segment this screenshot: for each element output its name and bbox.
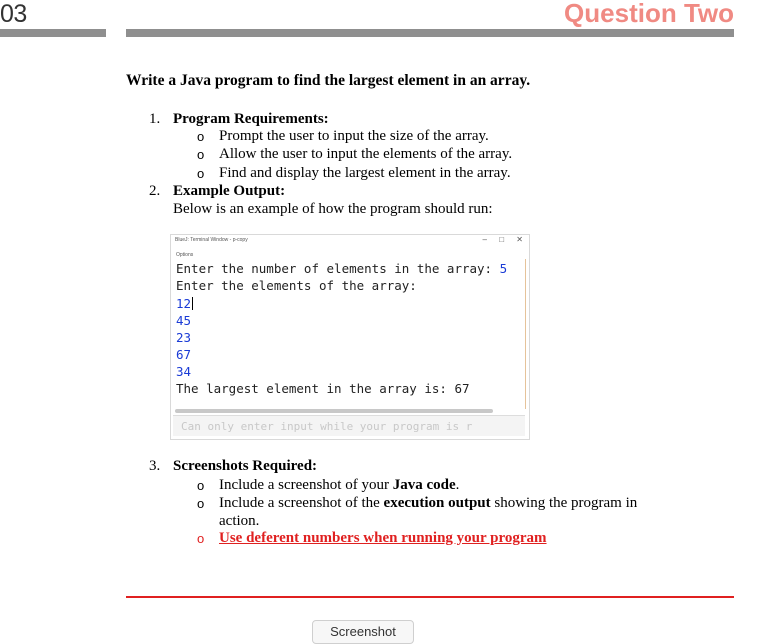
terminal-input-value: 67 xyxy=(176,347,192,362)
section-1-title: Program Requirements: xyxy=(173,111,329,127)
bullet-icon: o xyxy=(197,147,205,162)
header-rule-right xyxy=(126,29,734,37)
bullet-icon: o xyxy=(197,478,205,493)
section-1-number: 1. xyxy=(149,111,161,127)
terminal-line: The largest element in the array is: 67 xyxy=(176,381,470,396)
section-divider xyxy=(126,596,734,598)
terminal-scrollbar xyxy=(175,409,493,413)
different-numbers-link[interactable]: Use deferent numbers when running your program xyxy=(219,530,547,546)
bullet-icon: o xyxy=(197,496,205,511)
terminal-input-value: 12 xyxy=(176,296,192,311)
section-2-title: Example Output: xyxy=(173,183,286,199)
requirement-2: Allow the user to input the elements of the array. xyxy=(219,146,513,162)
question-title: Question Two xyxy=(564,0,734,28)
example-description: Below is an example of how the program should run: xyxy=(173,201,493,217)
terminal-input-value: 45 xyxy=(176,313,192,328)
minimize-icon: – xyxy=(482,235,487,244)
screenshot-req-2-continued: action. xyxy=(219,513,260,529)
bullet-icon: o xyxy=(197,166,205,181)
requirement-1: Prompt the user to input the size of the array. xyxy=(219,128,489,144)
terminal-title: BlueJ: Terminal Window - p-copy xyxy=(175,237,248,243)
screenshot-req-1: Include a screenshot of your Java code. xyxy=(219,477,460,493)
terminal-line: Enter the number of elements in the array: 5 xyxy=(176,261,508,276)
screenshot-req-2: Include a screenshot of the execution output showing the program in xyxy=(219,495,638,511)
terminal-input-field: Can only enter input while your program is r xyxy=(173,415,525,436)
screenshot-button[interactable]: Screenshot xyxy=(312,620,414,644)
close-icon: ✕ xyxy=(516,235,523,244)
terminal-window xyxy=(170,234,530,440)
terminal-line: Enter the elements of the array: xyxy=(176,278,417,293)
terminal-output xyxy=(173,259,526,409)
window-controls xyxy=(473,235,523,244)
requirement-3: Find and display the largest element in the array. xyxy=(219,165,511,181)
terminal-input-value: 34 xyxy=(176,364,192,379)
page-number: 03 xyxy=(0,0,27,28)
section-3-number: 3. xyxy=(149,458,161,474)
section-2-number: 2. xyxy=(149,183,161,199)
terminal-input-value: 23 xyxy=(176,330,192,345)
terminal-options-menu: Options xyxy=(176,252,194,258)
bullet-icon: o xyxy=(197,531,205,546)
bullet-icon: o xyxy=(197,129,205,144)
screenshot-req-3 xyxy=(219,529,547,547)
section-3-title: Screenshots Required: xyxy=(173,458,318,474)
maximize-icon: □ xyxy=(499,235,505,244)
header-rule-left xyxy=(0,29,106,37)
task-heading: Write a Java program to find the largest element in an array. xyxy=(126,72,531,89)
